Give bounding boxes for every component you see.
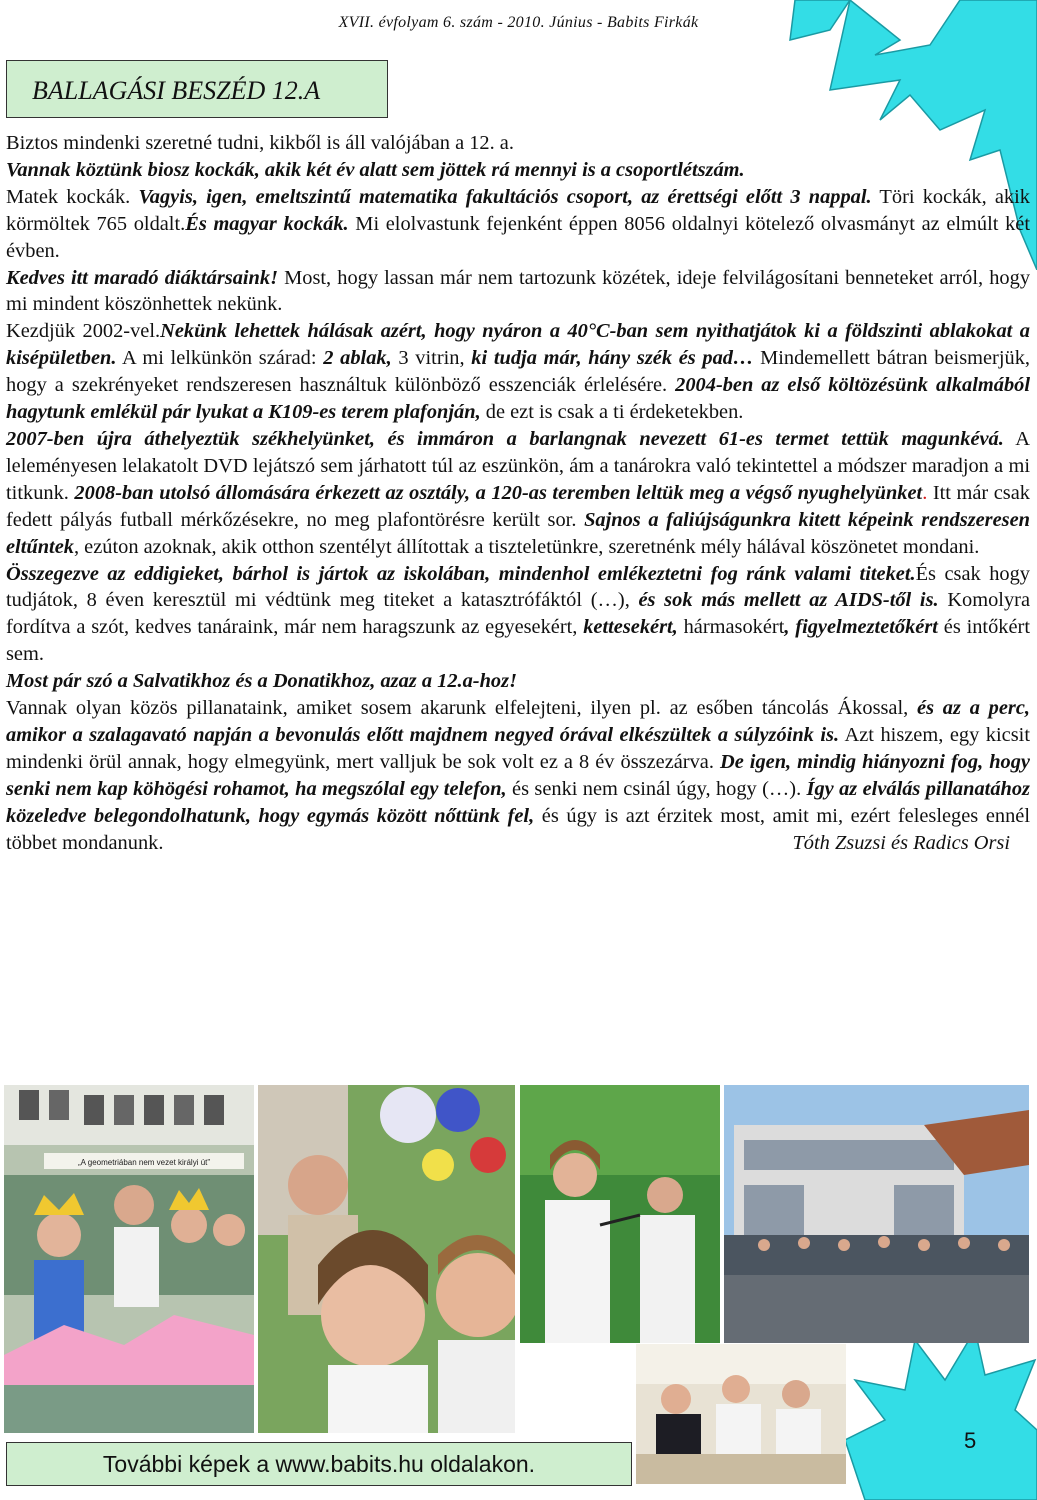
footer-more-pictures: További képek a www.babits.hu oldalakon.	[6, 1442, 632, 1486]
text-run: 3 vitrin,	[391, 347, 472, 370]
photo-school-crowd	[724, 1085, 1029, 1343]
article-title: BALLAGÁSI BESZÉD 12.A	[32, 76, 321, 105]
text-run: 2004-ben az első költözésünk alkalmából hagytunk emlékül pár lyukat a K109-es terem plafonján,	[6, 374, 1031, 424]
text-run: Vannak olyan közös pillanataink, amiket sosem akarunk elfelejteni, ilyen pl. az esőben táncolás Ákossal,	[6, 697, 918, 720]
classroom-banner-text: „A geometriában nem vezet királyi út”	[77, 1158, 211, 1167]
text-run: A leleményesen lelakatolt DVD lejátszó sem járhatott túl az eszünkön, ám a tanárokra való tekintettel a módszer maradjon a mi titkunk.	[6, 427, 1030, 504]
text-run: és intőkért sem.	[6, 616, 1030, 666]
text-run: és az a perc, amikor a szalagavató napján a bevonulás előtt majdnem negyed órával elkészültek a súlyzóink is.	[6, 697, 1030, 746]
text-run: És csak hogy tudjátok, 8 éven keresztül mi védtünk meg titeket a katasztrófáktól (…),	[6, 562, 1030, 612]
text-run: de ezt is csak a ti érdeketekben.	[480, 401, 744, 424]
text-run: Töri kockák, akik körmöltek 765 oldalt.	[6, 185, 1030, 235]
text-run: Matek kockák.	[6, 185, 139, 208]
text-run: 2 ablak,	[323, 347, 392, 370]
article-paragraph	[6, 130, 1030, 157]
text-run: Mindemellett bátran beismerjük, hogy a szekrényeket rendszeresen használtuk különböző esszenciák érlelésére.	[6, 347, 1030, 397]
text-run: kettesekért,	[583, 616, 678, 639]
page-header: XVII. évfolyam 6. szám - 2010. Június - Babits Firkák	[338, 14, 699, 31]
text-run: , figyelmeztetőkért	[784, 616, 938, 639]
text-run: Most, hogy lassan már nem tartozunk közétek, ideje felvilágosítani benneteket arról, hogy mi mindent köszönhettek nekünk.	[6, 266, 1031, 316]
article-paragraph	[6, 426, 1030, 561]
text-run: hármasokért	[677, 616, 785, 639]
author-signature: Tóth Zsuzsi és Radics Orsi	[792, 831, 1010, 854]
article-paragraph	[6, 265, 1030, 319]
photo-classroom	[4, 1085, 254, 1433]
text-run: Összegezve az eddigieket, bárhol is jártok az iskolában, mindenhol emlékeztetni fog ránk valami titeket.	[6, 562, 916, 585]
article-paragraph	[6, 318, 1030, 426]
text-run: Sajnos a faliújságunkra kitett képeink rendszeresen eltűntek	[6, 508, 1030, 558]
text-run: .	[922, 481, 928, 504]
photo-girls-balloons	[258, 1085, 515, 1433]
article-paragraph	[6, 668, 1030, 695]
text-run: Komolyra fordítva a szót, kedves tanáraink, már nem haragszunk az egyesekért,	[6, 589, 1031, 639]
text-run: Mi elolvastunk fejenként éppen 8056 oldalnyi kötelező olvasmányt az elmúlt két évben.	[6, 212, 1030, 262]
text-run: és úgy is azt érzitek most, amit mi, ezért felesleges ennél többet mondanunk.	[6, 804, 1031, 854]
text-run: A mi lelkünkön szárad:	[116, 347, 324, 370]
article-paragraph	[6, 157, 1030, 184]
text-run: Most pár szó a Salvatikhoz és a Donatikhoz, azaz a 12.a-hoz!	[6, 670, 518, 693]
text-run: Itt már csak fedett pályás futball mérkőzésekre, no meg plafontörésre került sor.	[6, 481, 1030, 531]
article-paragraph	[6, 561, 1030, 669]
text-run: , ezúton azoknak, akik otthon szentélyt állítottak a tiszteletünkre, szeretnénk mély hálával köszönetet mondani.	[73, 535, 980, 558]
text-run: Kedves itt maradó diáktársaink!	[6, 266, 279, 289]
text-run: 2007-ben újra áthelyeztük székhelyünket, és immáron a barlangnak nevezett 61-es termet tettük magunkévá.	[6, 427, 1004, 450]
text-run: 2008-ban utolsó állomására érkezett az osztály, a 120-as teremben leltük meg a végső nyughelyünket	[74, 481, 923, 504]
text-run: ki tudja már, hány szék és pad…	[471, 347, 754, 370]
photo-speech-microphone	[520, 1085, 720, 1343]
article-body	[6, 130, 1030, 856]
text-run: Azt hiszem, egy kicsit mindenki örül annak, hogy elmegyünk, mert valljuk be sok volt ez a 8 év összezárva.	[6, 723, 1030, 773]
article-paragraph	[6, 184, 1030, 265]
text-run: Kezdjük 2002-vel.	[6, 320, 161, 343]
text-run: Így az elválás pillanatához közeledve belegondolhatunk, hogy egymás között nőttünk fel,	[6, 777, 1030, 827]
text-run: és senki nem csinál úgy, hogy (…).	[506, 777, 807, 800]
text-run: Vagyis, igen, emeltszintű matematika fakultációs csoport, az érettségi előtt 3 nappal.	[138, 185, 872, 208]
text-run: és sok más mellett az AIDS-től is.	[638, 589, 939, 612]
text-run: Vannak köztünk biosz kockák, akik két év alatt sem jöttek rá mennyi is a csoportlétszám.	[6, 158, 745, 181]
page-number: 5	[964, 1428, 977, 1453]
text-run: Nekünk lehettek hálásak azért, hogy nyáron a 40°C-ban sem nyithatjátok ki a földszinti ablakokat a kisépületben.	[6, 320, 1030, 370]
article-title-box	[6, 60, 388, 118]
text-run: De igen, mindig hiányozni fog, hogy senki nem kap köhögési rohamot, ha megszólal egy telefon,	[6, 750, 1030, 800]
article-paragraph	[6, 695, 1030, 856]
text-run: És magyar kockák.	[185, 212, 349, 235]
photo-students-desks	[636, 1344, 846, 1484]
text-run: Biztos mindenki szeretné tudni, kikből is áll valójában a 12. a.	[6, 132, 514, 154]
star-decoration-bottom-right	[845, 1320, 1037, 1500]
